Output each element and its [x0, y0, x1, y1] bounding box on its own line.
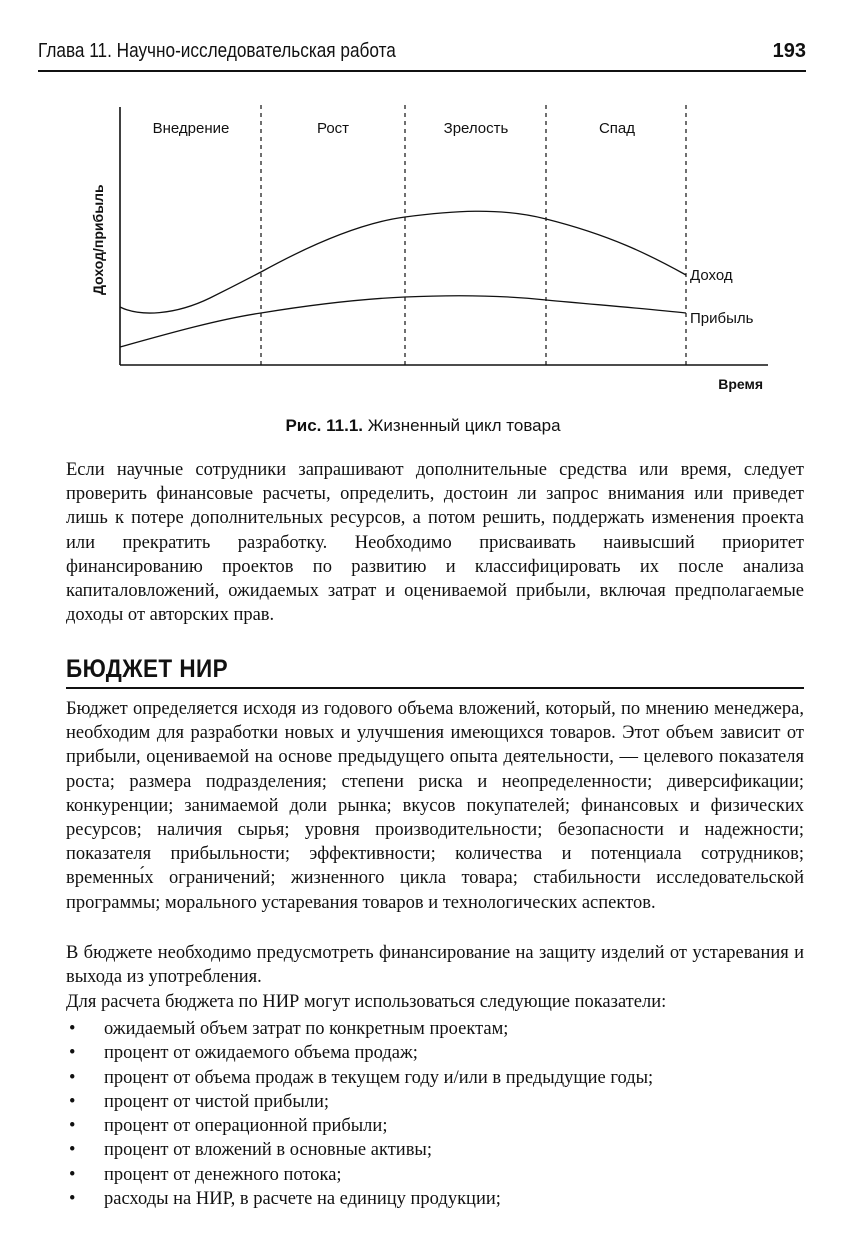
list-item-text: процент от денежного потока; — [104, 1164, 342, 1185]
list-item — [66, 1041, 804, 1065]
indicator-list — [66, 1017, 804, 1211]
list-item-text: процент от операционной прибыли; — [104, 1116, 388, 1137]
life-cycle-diagram — [80, 95, 780, 405]
header-rule — [38, 70, 806, 72]
stage-label-decline: Спад — [598, 120, 636, 137]
bullet-icon: • — [69, 1019, 76, 1039]
product-life-cycle-figure — [80, 95, 780, 405]
bullet-icon: • — [69, 1067, 76, 1088]
bullet-icon: • — [69, 1116, 76, 1137]
bullet-icon: • — [69, 1140, 76, 1161]
list-item-text: ожидаемый объем затрат по конкретным проектам; — [104, 1019, 509, 1039]
figure-caption — [0, 416, 846, 436]
caption-text: Жизненный цикл товара — [367, 416, 561, 435]
stage-label-maturity: Зрелость — [443, 120, 509, 137]
list-item — [66, 1163, 804, 1187]
profit-label: Прибыль — [690, 310, 754, 327]
caption-label: Рис. 11.1. — [285, 416, 363, 435]
profit-curve — [120, 296, 686, 347]
list-item-text: процент от объема продаж в текущем году и/или в предыдущие годы; — [104, 1067, 654, 1088]
body-paragraph-1: Если научные сотрудники запрашивают дополнительные средства или время, следует проверить финансовые расчеты, определить, достоин ли запрос внимания или приведет лишь к потере дополнительных ресурсов, а потом решить, поддержать изменения проекта или прекратить разработку. Необходимо присваивать наивысший приоритет финансированию проектов по развитию и классифицировать их после анализа капиталовложений, ожидаемых затрат и оцениваемой прибыли, включая предполагаемые доходы от авторских прав. — [66, 460, 804, 626]
list-item-text: процент от ожидаемого объема продаж; — [104, 1043, 418, 1064]
list-item — [66, 1017, 804, 1041]
stage-label-growth: Рост — [316, 120, 350, 137]
bullet-icon: • — [69, 1189, 76, 1210]
revenue-label: Доход — [690, 267, 733, 284]
list-item — [66, 1187, 804, 1211]
page-header — [38, 40, 806, 68]
revenue-curve — [120, 211, 686, 313]
list-item — [66, 1138, 804, 1162]
list-item-text: процент от вложений в основные активы; — [104, 1140, 433, 1161]
x-axis-label: Время — [718, 376, 763, 392]
bullet-icon: • — [69, 1043, 76, 1064]
section-paragraph-1: Бюджет определяется исходя из годового объема вложений, который, по мнению менеджера, необходим для разработки новых и улучшения имеющихся товаров. Этот объем зависит от прибыли, оцениваемой на основе предыдущего опыта деятельности, — целевого показателя роста; размера подразделения; степени риска и неопределенности; диверсификации; конкуренции; занимаемой доли рынка; вкусов покупателей; финансовых и физических ресурсов; наличия сырья; уровня производительности; безопасности и надежности; показателя прибыльности; эффективности; количества и потенциала сотрудников; временны́х ограничений; жизненного цикла товара; стабильности исследовательской программы; морального устаревания товаров и технологических аспектов. — [66, 699, 804, 913]
list-item — [66, 1090, 804, 1114]
stage-label-introduction: Внедрение — [152, 120, 230, 137]
section-paragraph-2: В бюджете необходимо предусмотреть финансирование на защиту изделий от устаревания и выхода из употребления. — [66, 943, 804, 988]
list-item — [66, 1066, 804, 1090]
bullet-icon: • — [69, 1091, 76, 1112]
y-axis-label: Доход/прибыль — [90, 184, 106, 295]
list-item — [66, 1114, 804, 1138]
section-heading: БЮДЖЕТ НИР — [66, 655, 229, 683]
running-title: Глава 11. Научно-исследовательская работа — [38, 40, 396, 62]
list-item-text: процент от чистой прибыли; — [104, 1091, 330, 1112]
page-number: 193 — [772, 40, 806, 62]
section-rule — [66, 687, 804, 689]
section-paragraph-3: Для расчета бюджета по НИР могут использоваться следующие показатели: — [66, 992, 667, 1012]
list-item-text: расходы на НИР, в расчете на единицу продукции; — [104, 1189, 501, 1210]
bullet-icon: • — [69, 1164, 76, 1185]
